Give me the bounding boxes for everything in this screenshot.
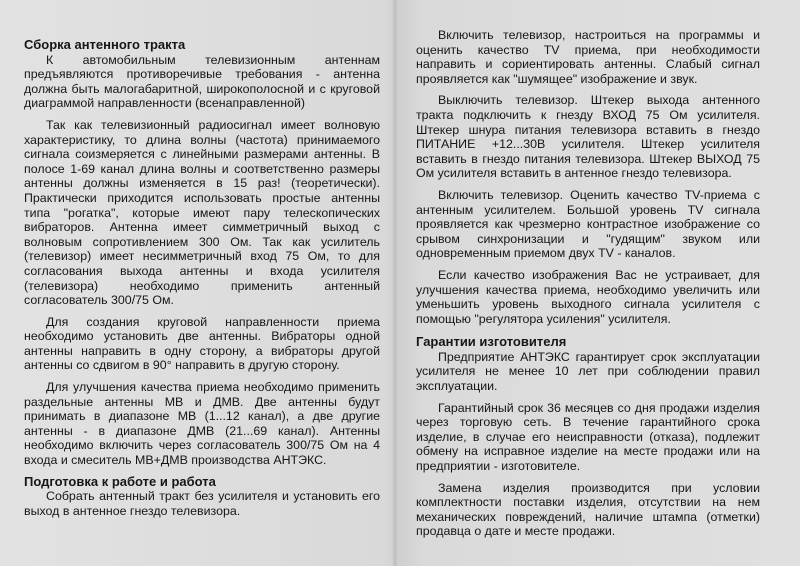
left-page <box>24 0 380 525</box>
paragraph: Предприятие АНТЭКС гарантирует срок эксплуатации усилителя не менее 10 лет при соблюдении правил эксплуатации. <box>416 349 760 394</box>
heading-antenna-assembly: Сборка антенного тракта <box>24 37 186 52</box>
paragraph: Так как телевизионный радиосигнал имеет волновую характеристику, то длина волны (частота) принимаемого сигнала соизмеряется с линейными размерами антенны. В полосе 1-69 канал длина волны и соответственно размеры антенны должны изменяется в 15 раз! (теоретически). Практически приходится использовать простые антенны типа "рогатка", которые имеют пару телескопических вибраторов. Антенна имеет симметричный выход с волновым сопротивлением 300 Ом. Так как усилитель (телевизор) имеет несимметричный вход 75 Ом, то для согласования выхода антенны и входа усилителя (телевизора) необходимо применить антенный согласователь 300/75 Ом. <box>24 117 380 308</box>
paragraph: К автомобильным телевизионным антеннам предъявляются противоречивые требования - антенна должна быть малогабаритной, широкополосной и с круговой диаграммой направленности (всенаправленной) <box>24 52 380 111</box>
paragraph: Гарантийный срок 36 месяцев со дня продажи изделия через торговую сеть. В течение гарантийного срока изделие, в случае его неисправности (отказа), подлежит обмену на исправное изделие на месте продажи или на предприятии - изготовителе. <box>416 400 760 474</box>
page-fold <box>392 0 398 566</box>
right-page <box>416 0 760 546</box>
paragraph: Выключить телевизор. Штекер выхода антенного тракта подключить к гнезду ВХОД 75 Ом усилителя. Штекер шнура питания телевизора вставить в гнездо ПИТАНИЕ +12...30В усилителя. Штекер усилителя вставить в гнездо питания телевизора. Штекер ВЫХОД 75 Ом усилителя вставить в антенное гнездо телевизора. <box>416 93 760 181</box>
paragraph: Включить телевизор. Оценить качество TV-приема с антенным усилителем. Большой уровень TV сигнала проявляется как чрезмерно контрастное изображение со срывом синхронизации и "гудящим" звуком или одновременным приемом двух TV - каналов. <box>416 187 760 261</box>
paragraph: Собрать антенный тракт без усилителя и установить его выход в антенное гнездо телевизора. <box>24 489 380 518</box>
paragraph: Замена изделия производится при условии комплектности поставки изделия, отсутствии на нем механических повреждений, наличие штампа (отметки) продавца о дате и месте продажи. <box>416 480 760 539</box>
paragraph: Для создания круговой направленности приема необходимо установить две антенны. Вибраторы одной антенны направить в одну сторону, а вибраторы другой антенны со сдвигом в 90° направить в другую сторону. <box>24 314 380 373</box>
paragraph: Если качество изображения Вас не устраивает, для улучшения качества приема, необходимо увеличить или уменьшить уровень выходного сигнала усилителя с помощью "регулятора усиления" усилителя. <box>416 267 760 326</box>
paragraph: Для улучшения качества приема необходимо применить раздельные антенны МВ и ДМВ. Две антенны будут принимать в диапазоне МВ (1...12 канал), а две другие антенны - в диапазоне ДМВ (21...69 канал). Антенны необходимо включить через согласователь 300/75 Ом на 4 входа и смеситель МВ+ДМВ производства АНТЭКС. <box>24 380 380 468</box>
heading-preparation: Подготовка к работе и работа <box>24 473 216 489</box>
paragraph: Включить телевизор, настроиться на программы и оценить качество TV приема, при необходимости направить и сориентировать антенны. Слабый сигнал проявляется как "шумящее" изображение и звук. <box>416 28 760 86</box>
heading-warranty: Гарантии изготовителя <box>416 334 567 350</box>
